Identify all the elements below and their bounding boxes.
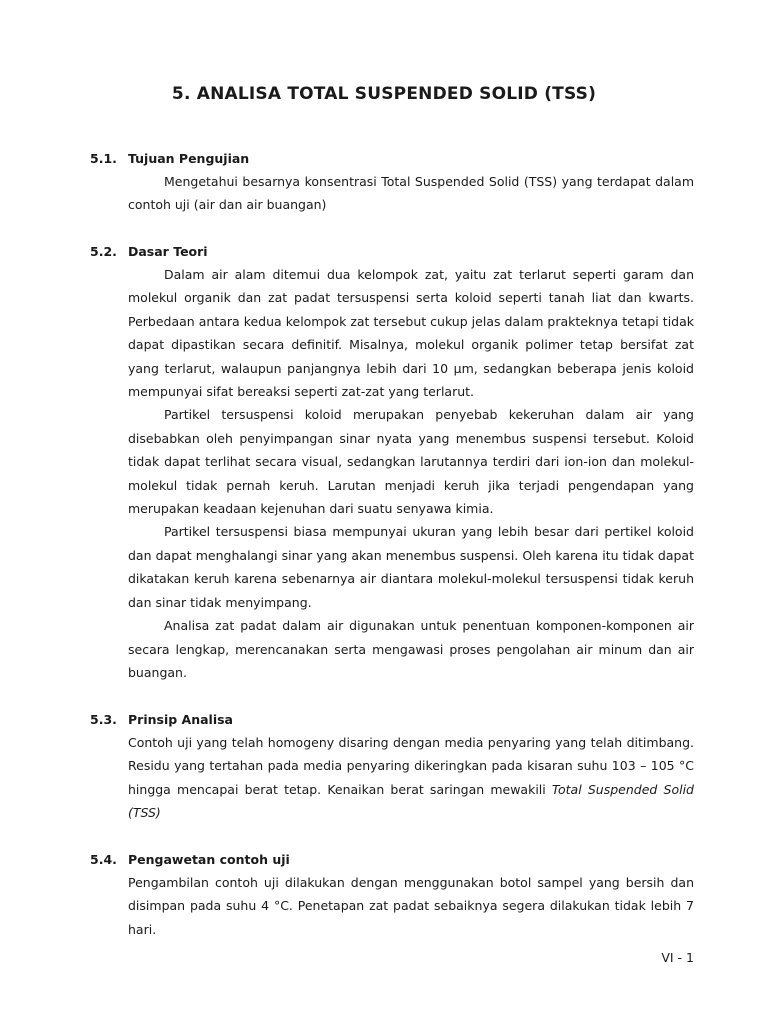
section-heading-5-1 (90, 151, 249, 166)
section-number: 5.4. (90, 852, 117, 867)
italic-term: Total Suspended Solid (TSS) (128, 781, 694, 821)
paragraph-text: Contoh uji yang telah homogeny disaring dengan media penyaring yang telah ditimbang. Residu yang tertahan pada media penyaring dikeringkan pada kisaran suhu 103 – 105 °C hingga mencapai berat tetap. Kenaikan berat saringan mewakili (128, 735, 694, 797)
section-body-5-1 (128, 170, 694, 217)
section-heading-5-2 (90, 244, 208, 259)
section-title: Prinsip Analisa (128, 712, 233, 727)
section-heading-5-3 (90, 712, 233, 727)
paragraph (128, 731, 694, 825)
paragraph: Partikel tersuspensi koloid merupakan penyebab kekeruhan dalam air yang disebabkan oleh penyimpangan sinar nyata yang menembus suspensi tersebut. Koloid tidak dapat terlihat secara visual, sedangkan larutannya terdiri dari ion-ion dan molekul-molekul tidak pernah keruh. Larutan menjadi keruh jika terjadi pengendapan yang merupakan keadaan kejenuhan dari suatu senyawa kimia. (128, 407, 694, 517)
section-body-5-4 (128, 871, 694, 941)
section-body-5-3 (128, 731, 694, 825)
paragraph: Mengetahui besarnya konsentrasi Total Suspended Solid (TSS) yang terdapat dalam contoh uji (air dan air buangan) (128, 174, 694, 213)
section-heading-5-4 (90, 852, 290, 867)
paragraph: Dalam air alam ditemui dua kelompok zat, yaitu zat terlarut seperti garam dan molekul organik dan zat padat tersuspensi serta koloid seperti tanah liat dan kwarts. Perbedaan antara kedua kelompok zat tersebut cukup jelas dalam prakteknya tetapi tidak dapat dipastikan secara definitif. Misalnya, molekul organik polimer tetap bersifat zat yang terlarut, walaupun panjangnya lebih dari 10 µm, sedangkan beberapa jenis koloid mempunyai sifat bereaksi seperti zat-zat yang terlarut. (128, 267, 694, 400)
paragraph: Analisa zat padat dalam air digunakan untuk penentuan komponen-komponen air secara lengkap, merencanakan serta mengawasi proses pengolahan air minum dan air buangan. (128, 618, 694, 680)
section-number: 5.1. (90, 151, 117, 166)
section-title: Pengawetan contoh uji (128, 852, 290, 867)
section-body-5-2 (128, 263, 694, 684)
section-title: Tujuan Pengujian (128, 151, 250, 166)
section-title: Dasar Teori (128, 244, 208, 259)
paragraph: Pengambilan contoh uji dilakukan dengan menggunakan botol sampel yang bersih dan disimpan pada suhu 4 °C. Penetapan zat padat sebaiknya segera dilakukan tidak lebih 7 hari. (128, 875, 694, 937)
section-number: 5.3. (90, 712, 117, 727)
paragraph: Partikel tersuspensi biasa mempunyai ukuran yang lebih besar dari pertikel koloid dan dapat menghalangi sinar yang akan menembus suspensi. Oleh karena itu tidak dapat dikatakan keruh karena sebenarnya air diantara molekul-molekul tersuspensi tidak keruh dan sinar tidak menyimpang. (128, 524, 694, 610)
section-number: 5.2. (90, 244, 117, 259)
page-number: VI - 1 (661, 950, 694, 965)
page-title: 5. ANALISA TOTAL SUSPENDED SOLID (TSS) (171, 84, 597, 104)
